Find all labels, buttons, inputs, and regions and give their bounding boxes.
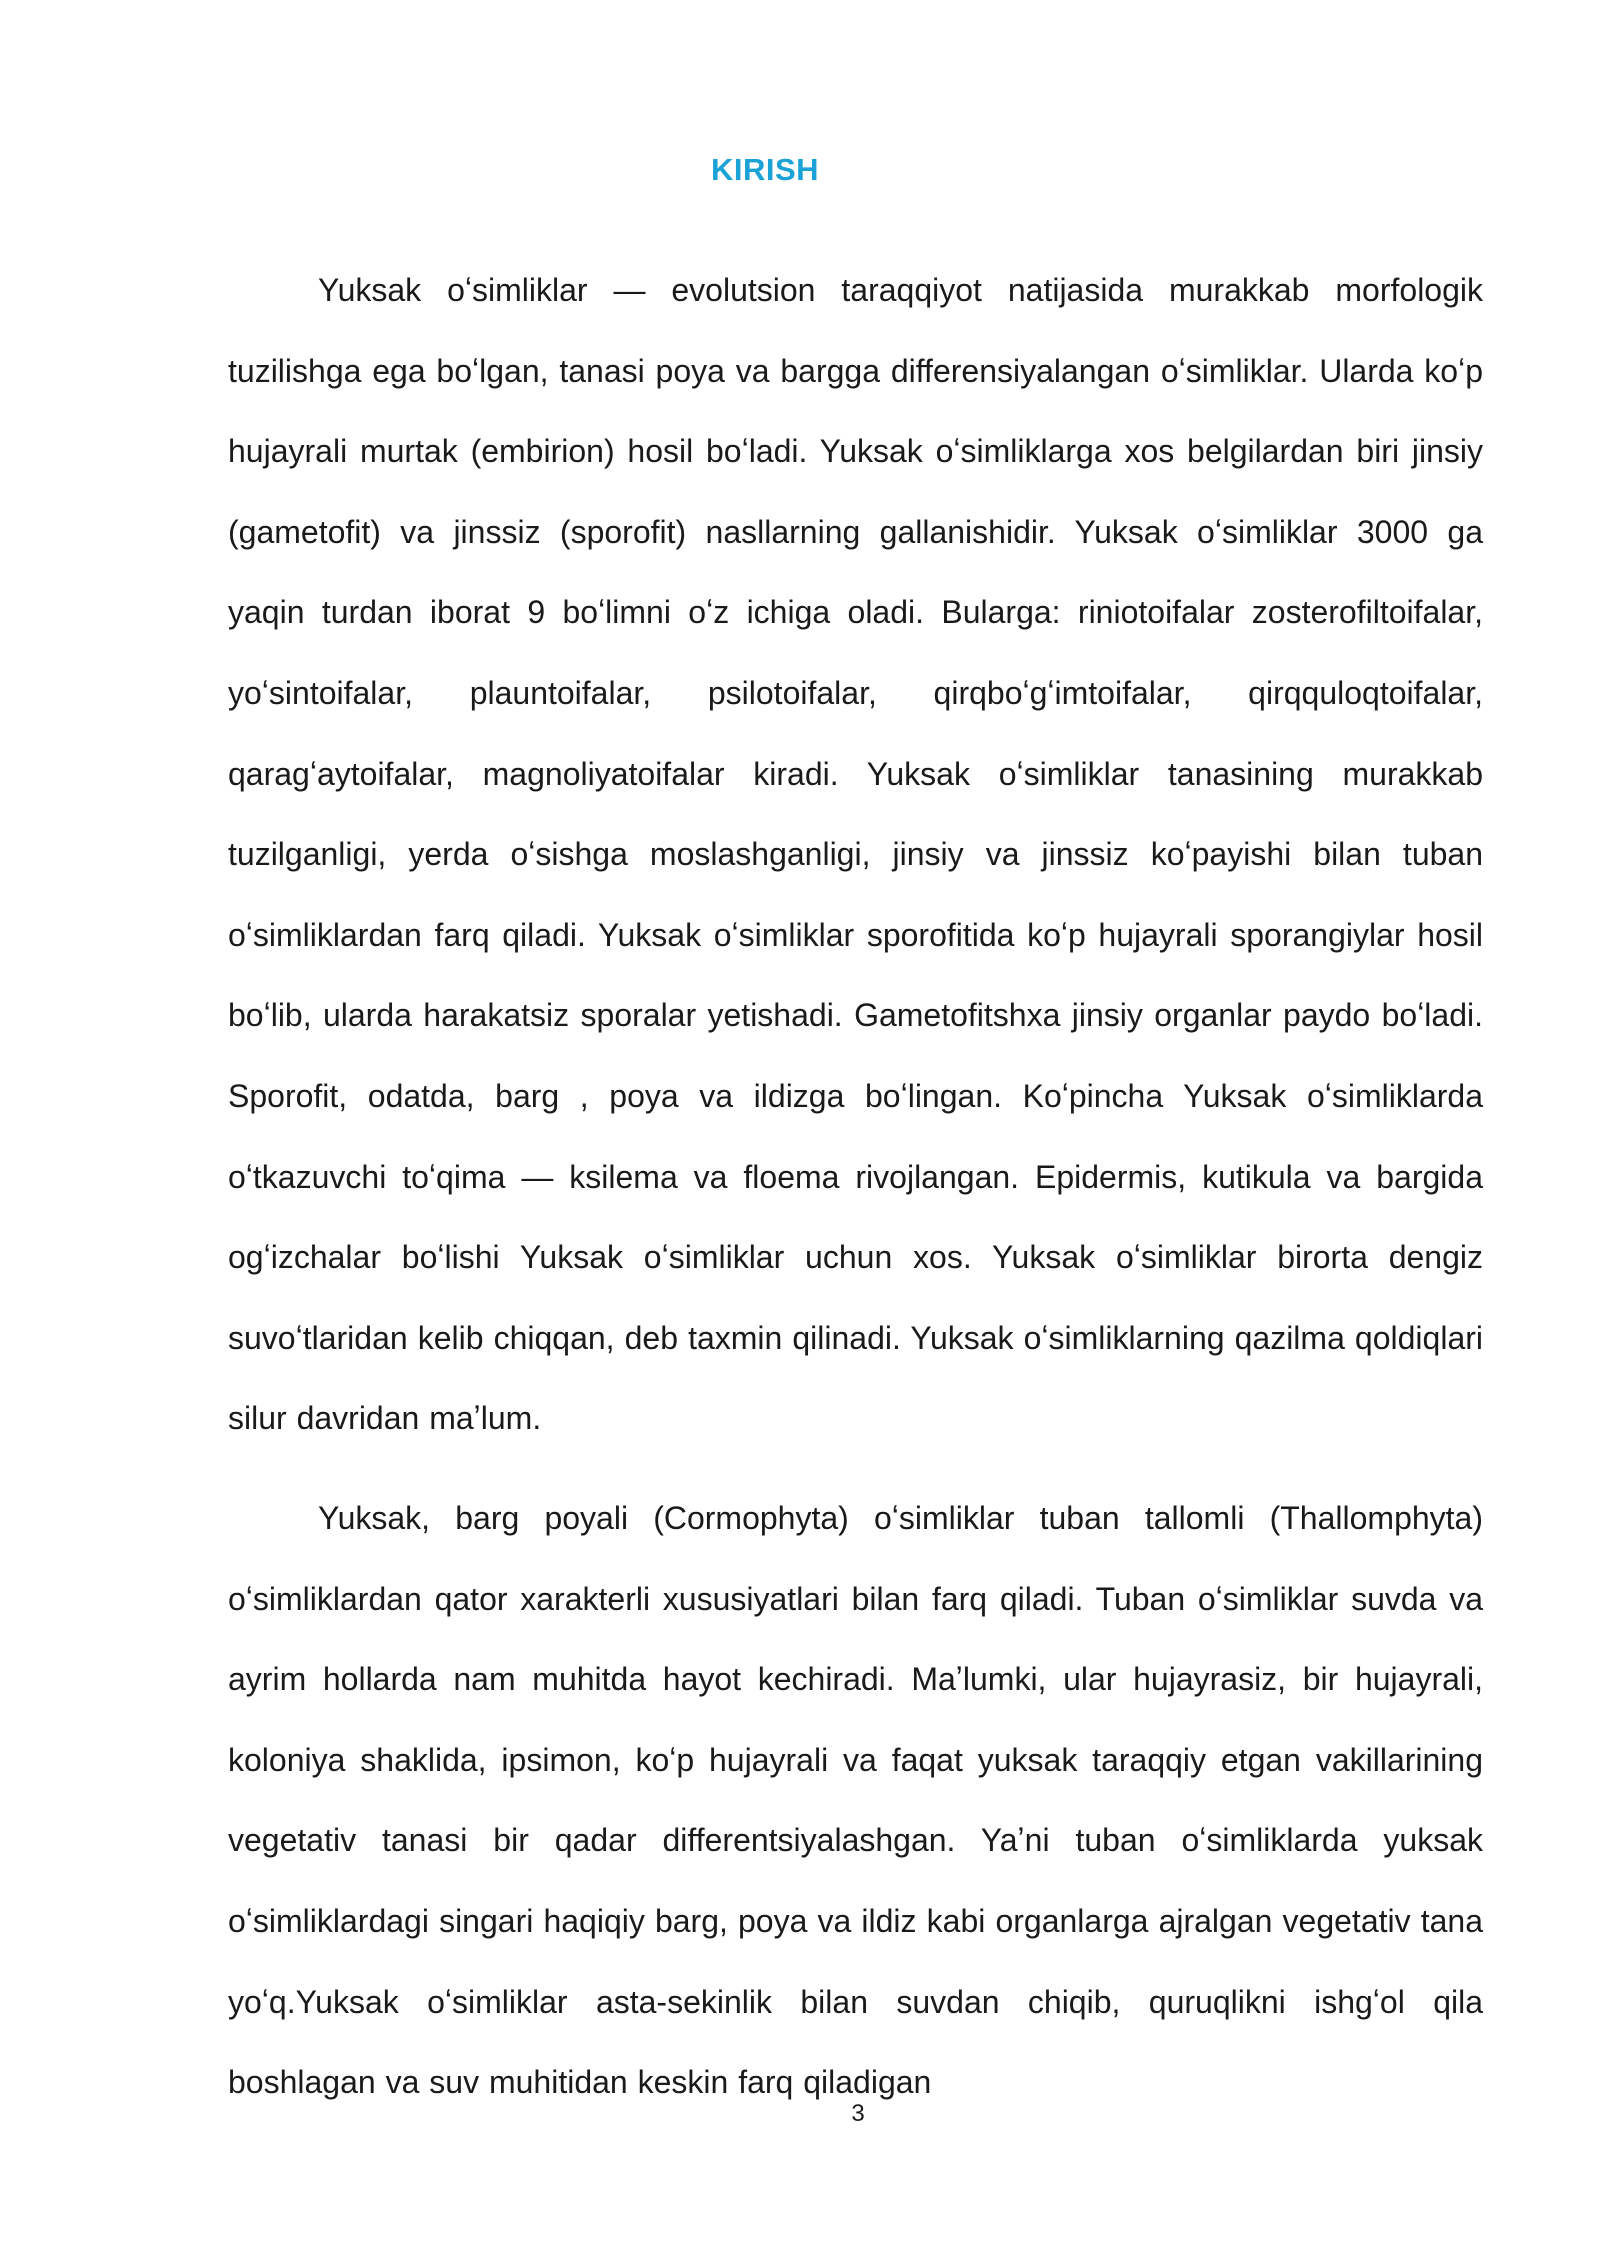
paragraph-2: Yuksak, barg poyali (Cormophyta) oʻsimliklar tuban tallomli (Thallomphyta) oʻsimliklardan qator xarakterli xususiyatlari bilan farq qiladi. Tuban oʻsimliklar suvda va ayrim hollarda nam muhitda hayot kechiradi. Maʼlumki, ular hujayrasiz, bir hujayrali, koloniya shaklida, ipsimon, koʻp hujayrali va faqat yuksak taraqqiy etgan vakillarining vegetativ tanasi bir qadar differentsiyalashgan. Yaʼni tuban oʻsimliklarda yuksak oʻsimliklardagi singari haqiqiy barg, poya va ildiz kabi organlarga ajralgan vegetativ tana yoʻq.Yuksak oʻsimliklar asta-sekinlik bilan suvdan chiqib, quruqlikni ishgʻol qila boshlagan va suv muhitidan keskin farq qiladigan xyxy=(228,1500,1483,2101)
page-title: KIRISH xyxy=(710,152,820,187)
paragraph-block-1 xyxy=(228,250,1483,1459)
paragraph-block-2 xyxy=(228,1478,1483,2123)
page-number: 3 xyxy=(851,2100,865,2127)
paragraph-1: Yuksak oʻsimliklar — evolutsion taraqqiyot natijasida murakkab morfologik tuzilishga ega boʻlgan, tanasi poya va bargga differensiyalangan oʻsimliklar. Ularda koʻp hujayrali murtak (embirion) hosil boʻladi. Yuksak oʻsimliklarga xos belgilardan biri jinsiy (gametofit) va jinssiz (sporofit) nasllarning gallanishidir. Yuksak oʻsimliklar 3000 ga yaqin turdan iborat 9 boʻlimni oʻz ichiga oladi. Bularga: riniotoifalar zosterofiltoifalar, yoʻsintoifalar, plauntoifalar, psilotoifalar, qirqboʻgʻimtoifalar, qirqquloqtoifalar, qaragʻaytoifalar, magnoliyatoifalar kiradi. Yuksak oʻsimliklar tanasining murakkab tuzilganligi, yerda oʻsishga moslashganligi, jinsiy va jinssiz koʻpayishi bilan tuban oʻsimliklardan farq qiladi. Yuksak oʻsimliklar sporofitida koʻp hujayrali sporangiylar hosil boʻlib, ularda harakatsiz sporalar yetishadi. Gametofitshxa jinsiy organlar paydo boʻladi. Sporofit, odatda, barg , poya va ildizga boʻlingan. Koʻpincha Yuksak oʻsimliklarda oʻtkazuvchi toʻqima — ksilema va floema rivojlangan. Epidermis, kutikula va bargida ogʻizchalar boʻlishi Yuksak oʻsimliklar uchun xos. Yuksak oʻsimliklar birorta dengiz suvoʻtlaridan kelib chiqqan, deb taxmin qilinadi. Yuksak oʻsimliklarning qazilma qoldiqlari silur davridan maʼlum. xyxy=(228,272,1483,1437)
